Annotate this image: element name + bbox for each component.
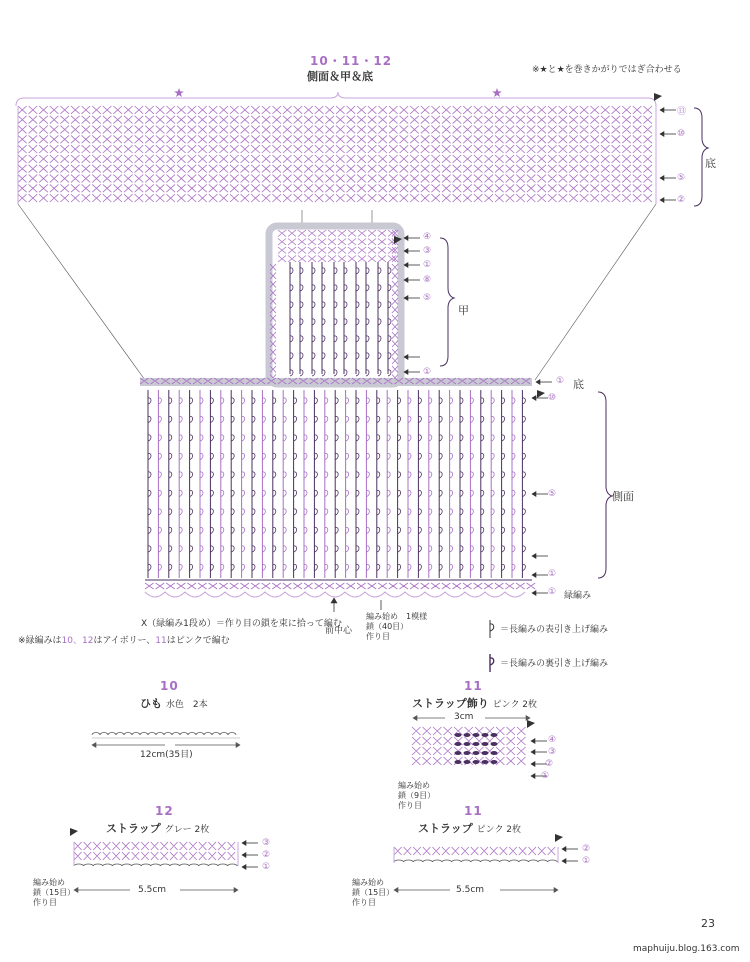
instep-row-1b: ①	[423, 367, 432, 377]
connector-lines	[18, 204, 656, 380]
cord-title: ひも 水色 2本	[140, 697, 208, 710]
instep-label: 甲	[458, 304, 469, 317]
sole-arrow-10-head	[660, 132, 664, 137]
strap-deco-dot	[455, 742, 462, 746]
strap-deco-dot	[464, 733, 471, 737]
sole-label: 底	[705, 157, 716, 170]
cord-dim-left-head	[92, 743, 96, 748]
sole-top-brace	[16, 92, 656, 106]
strap11-arrow-2-head	[562, 847, 566, 852]
sole-start-marker	[654, 93, 662, 101]
instep-brace	[440, 238, 454, 366]
strap-deco-dot	[473, 733, 480, 737]
strap-deco-dot	[455, 760, 462, 764]
strap12-x-grid	[74, 842, 235, 860]
side-arrow-mid-head	[532, 554, 536, 559]
instep-row-3: ③	[423, 246, 432, 256]
strap-deco-dot	[455, 733, 462, 737]
legend-front-post: ＝長編みの表引き上げ編み	[500, 625, 609, 635]
strap11-dim-left-head	[394, 888, 398, 893]
side-arrow-1-head	[532, 573, 536, 578]
legend-symbol-front	[490, 620, 494, 638]
instep-arrow-4-head	[404, 236, 408, 241]
side-label: 側面	[612, 490, 634, 503]
instep-arrow-1b-head	[404, 370, 408, 375]
color-note: ※緑編みは10、12はアイボリー、11はピンクで編む	[18, 636, 230, 646]
star-left	[174, 88, 184, 97]
strap-deco-dot	[491, 733, 498, 737]
strap12-title: ストラップ グレー 2枚	[106, 822, 210, 835]
strap-deco-dot	[464, 760, 471, 764]
strap-deco-dot	[482, 751, 489, 755]
strap-deco-arrow-2-head	[531, 762, 535, 767]
strap12-row-2: ②	[262, 850, 271, 860]
instep-x-grid	[278, 230, 396, 262]
strap11-chain	[394, 860, 557, 862]
instep-row-4: ④	[423, 232, 432, 242]
edge-scallops	[145, 592, 525, 597]
strap-deco-dot	[473, 742, 480, 746]
sole-row-10: ⑩	[677, 129, 686, 139]
strap12-start: 編み始め 鎖（15目） 作り目	[33, 878, 76, 907]
front-center-head	[331, 598, 337, 603]
start-note: 編み始め 1模様 鎖（40目） 作り目	[366, 612, 428, 641]
strap-deco-dot	[464, 742, 471, 746]
strap12-arrow-3-head	[242, 841, 246, 846]
instep-arrow-mid-head	[404, 355, 408, 360]
cord-chain	[92, 733, 236, 736]
side-start-marker	[537, 390, 545, 398]
strap-deco-row-1: ①	[541, 771, 550, 781]
instep-row-5: ⑤	[423, 293, 432, 303]
edge-row-label: 緑編み	[564, 591, 592, 601]
strap-deco-dot	[491, 751, 498, 755]
sole-row-5: ⑤	[677, 173, 686, 183]
side-row-1-sole: ①	[556, 376, 565, 386]
strap-deco-dot	[491, 760, 498, 764]
strap11-arrow-1-head	[562, 859, 566, 864]
strap12-arrow-1-head	[242, 865, 246, 870]
strap-deco-dot	[482, 733, 489, 737]
side-arrow-10-head	[532, 396, 536, 401]
strap-deco-dot	[491, 742, 498, 746]
sole-arrow-13-head	[660, 108, 664, 113]
legend-symbol-back	[490, 654, 494, 672]
sole-arrow-2-head	[660, 198, 664, 203]
strap-deco-dim-right-head	[526, 716, 530, 721]
cord-number: 10	[160, 679, 179, 693]
side-arrow-5-head	[532, 492, 536, 497]
strap12-row-1: ①	[262, 862, 271, 872]
strap-deco-dim-left-head	[413, 716, 417, 721]
strap-deco-dot	[473, 760, 480, 764]
strap-deco-dot	[482, 760, 489, 764]
instep-arrow-3-head	[404, 249, 408, 254]
strap-deco-row-2: ②	[545, 759, 554, 769]
join-note: ※★と★を巻きかがりではぎ合わせる	[532, 65, 682, 75]
edge-row-1: ①	[548, 587, 557, 597]
side-row-5: ⑤	[548, 489, 557, 499]
edge-arrow-1-head	[532, 591, 536, 596]
strap-deco-arrow-1-head	[531, 774, 535, 779]
strap-deco-marker	[527, 720, 535, 728]
strap-deco-row-4: ④	[548, 735, 557, 745]
instep-row-8: ⑧	[423, 275, 432, 285]
strap-deco-title: ストラップ飾り ピンク 2枚	[412, 697, 538, 710]
strap12-number: 12	[155, 804, 174, 818]
side-arrow-sole-head	[536, 380, 540, 385]
instep-arrow-1a-head	[404, 263, 408, 268]
strap11-start: 編み始め 鎖（15目） 作り目	[352, 878, 395, 907]
strap11-dim-right-head	[554, 888, 558, 893]
strap12-chain	[74, 864, 237, 866]
strap11-x-grid	[394, 847, 555, 855]
strap12-width: 5.5cm	[138, 885, 167, 895]
strap-deco-dot	[473, 751, 480, 755]
strap-deco-row-3: ③	[548, 747, 557, 757]
front-center-label: 前中心	[325, 626, 353, 636]
side-row-10: ⑩	[548, 393, 557, 403]
strap12-row-3: ③	[262, 838, 271, 848]
strap-deco-dot	[455, 751, 462, 755]
strap12-marker	[70, 828, 78, 836]
strap11-marker	[555, 834, 563, 842]
strap11-title: ストラップ ピンク 2枚	[418, 822, 522, 835]
strap-deco-number: 11	[464, 679, 483, 693]
side-row-sole-label: 底	[573, 378, 584, 391]
side-row-1: ①	[548, 569, 557, 579]
strap-deco-dot	[482, 742, 489, 746]
instep-arrow-8-head	[404, 278, 408, 283]
strap11-row-1: ①	[582, 856, 591, 866]
strap11-row-2: ②	[582, 844, 591, 854]
strap12-dim-right-head	[234, 888, 238, 893]
instep-arrow-5-head	[404, 296, 408, 301]
strap-deco-start: 編み始め 鎖（9目） 作り目	[398, 781, 436, 810]
instep-row-1a: ①	[423, 260, 432, 270]
strap-deco-x-grid	[412, 727, 526, 765]
pattern-title: 側面＆甲＆底	[307, 70, 373, 83]
sole-row-13: ⑬	[677, 107, 687, 117]
strap-deco-arrow-4-head	[531, 739, 535, 744]
source-url: maphuiju.blog.163.com	[633, 944, 740, 954]
strap-deco-dot	[464, 751, 471, 755]
edge-note: X（緑編み1段め）＝作り目の鎖を束に拾って編む	[141, 619, 342, 629]
sole-arrow-5-head	[660, 176, 664, 181]
sole-row-2: ②	[677, 195, 686, 205]
side-brace	[598, 392, 612, 578]
legend-back-post: ＝長編みの裏引き上げ編み	[500, 659, 609, 669]
star-right	[492, 88, 502, 97]
strap12-arrow-2-head	[242, 853, 246, 858]
strap-deco-width: 3cm	[454, 712, 474, 722]
strap11-number: 11	[464, 804, 483, 818]
strap11-width: 5.5cm	[456, 885, 485, 895]
strap-deco-arrow-3-head	[531, 750, 535, 755]
edge-x-row	[145, 583, 535, 589]
sole-x-grid	[18, 106, 652, 202]
cord-dim-right-head	[236, 743, 240, 748]
cord-length: 12cm(35目)	[140, 750, 193, 760]
page-number: 23	[701, 917, 715, 930]
pattern-numbers: 10・11・12	[310, 54, 393, 68]
